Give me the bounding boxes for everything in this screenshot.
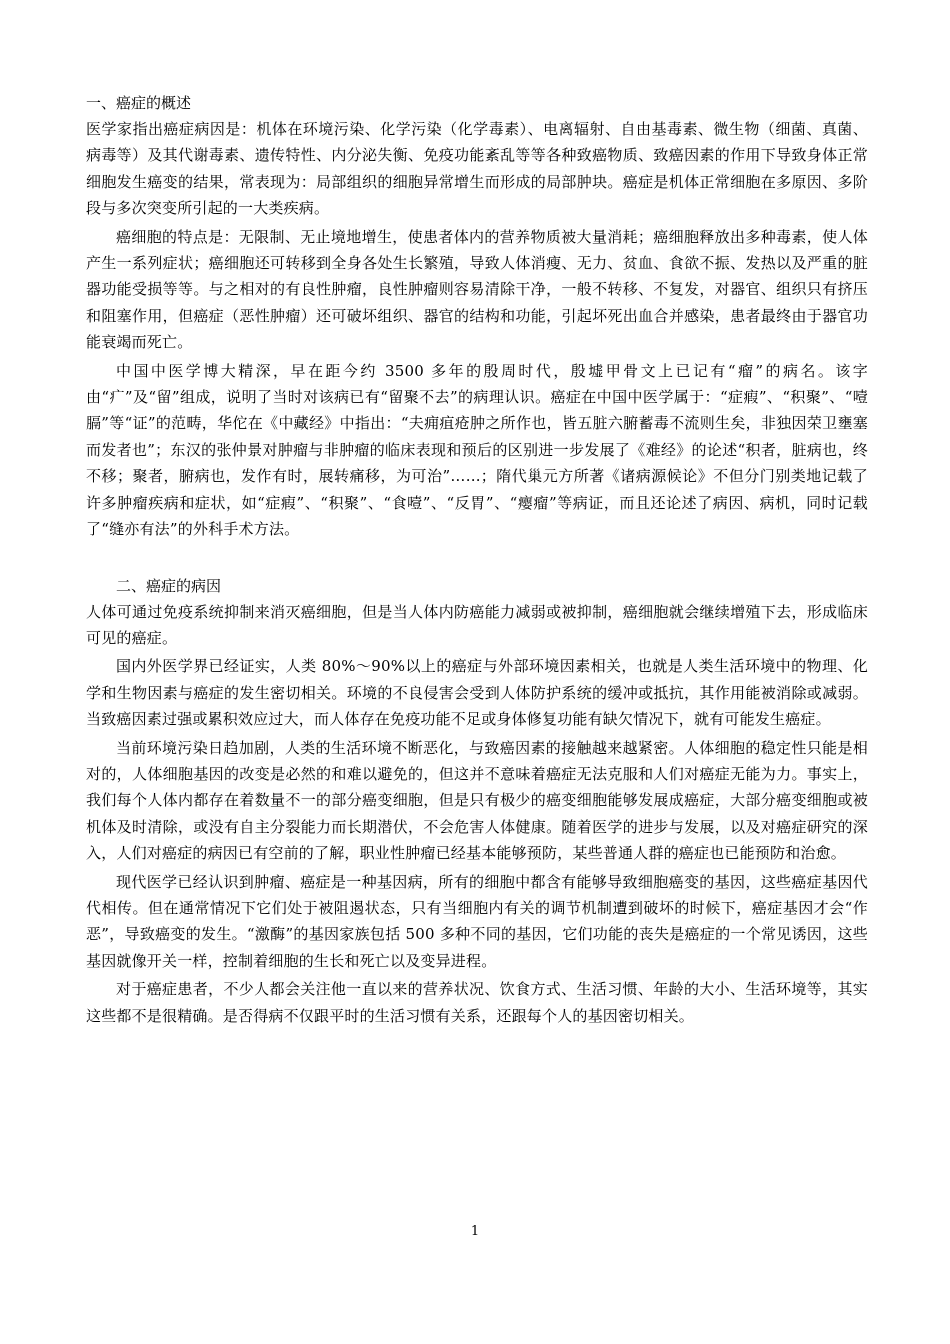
paragraph-causes-1: 人体可通过免疫系统抑制来消灭癌细胞，但是当人体内防癌能力减弱或被抑制，癌细胞就会继续增殖下去，形成临床可见的癌症。	[86, 602, 868, 647]
section-heading-overview: 一、癌症的概述	[86, 94, 192, 112]
paragraph-overview-1: 医学家指出癌症病因是：机体在环境污染、化学污染（化学毒素）、电离辐射、自由基毒素、微生物（细菌、真菌、病毒等）及其代谢毒素、遗传特性、内分泌失衡、免疫功能紊乱等等各种致癌物质、致癌因素的作用下导致身体正常细胞发生癌变的结果，常表现为：局部组织的细胞异常增生而形成的局部肿块。癌症是机体正常细胞在多原因、多阶段与多次突变所引起的一大类疾病。	[86, 120, 868, 218]
paragraph-causes-2: 国内外医学界已经证实，人类 80%～90%以上的癌症与外部环境因素相关，也就是人类生活环境中的物理、化学和生物因素与癌症的发生密切相关。环境的不良侵害会受到人体防护系统的缓冲或抵抗，其作用能被消除或减弱。当致癌因素过强或累积效应过大，而人体存在免疫功能不足或身体修复功能有缺欠情况下，就有可能发生癌症。	[86, 657, 868, 729]
page-number: 1	[470, 1224, 480, 1239]
section-heading-causes: 二、癌症的病因	[116, 576, 222, 595]
paragraph-causes-4: 现代医学已经认识到肿瘤、癌症是一种基因病，所有的细胞中都含有能够导致细胞癌变的基因，这些癌症基因代代相传。但在通常情况下它们处于被阻遏状态，只有当细胞内有关的调节机制遭到破坏的时候下，癌症基因才会“作恶”，导致癌变的发生。“激酶”的基因家族包括 500 多种不同的基因，它们功能的丧失是癌症的一个常见诱因，这些基因就像开关一样，控制着细胞的生长和死亡以及变异进程。	[86, 872, 868, 970]
document-page	[86, 90, 868, 1029]
paragraph-overview-2: 癌细胞的特点是：无限制、无止境地增生，使患者体内的营养物质被大量消耗；癌细胞释放出多种毒素，使人体产生一系列症状；癌细胞还可转移到全身各处生长繁殖，导致人体消瘦、无力、贫血、食欲不振、发热以及严重的脏器功能受损等等。与之相对的有良性肿瘤，良性肿瘤则容易清除干净，一般不转移、不复发，对器官、组织只有挤压和阻塞作用，但癌症（恶性肿瘤）还可破坏组织、器官的结构和功能，引起坏死出血合并感染，患者最终由于器官功能衰竭而死亡。	[86, 227, 868, 352]
paragraph-causes-3: 当前环境污染日趋加剧，人类的生活环境不断恶化，与致癌因素的接触越来越紧密。人体细胞的稳定性只能是相对的，人体细胞基因的改变是必然的和难以避免的，但这并不意味着癌症无法克服和人们对癌症无能为力。事实上，我们每个人体内都存在着数量不一的部分癌变细胞，但是只有极少的癌变细胞能够发展成癌症，大部分癌变细胞或被机体及时清除，或没有自主分裂能力而长期潜伏，不会危害人体健康。随着医学的进步与发展，以及对癌症研究的深入，人们对癌症的病因已有空前的了解，职业性肿瘤已经基本能够预防，某些普通人群的癌症也已能预防和治愈。	[86, 738, 868, 863]
paragraph-overview-3: 中国中医学博大精深，早在距今约 3500 多年的殷周时代，殷墟甲骨文上已记有“瘤”的病名。该字由“疒”及“留”组成，说明了当时对该病已有“留聚不去”的病理认识。癌症在中国中医学属于：“症瘕”、“积聚”、“噎膈”等“证”的范畴，华佗在《中藏经》中指出：“夫痈疽疮肿之所作也，皆五脏六腑蓄毒不流则生矣，非独因荣卫壅塞而发者也”；东汉的张仲景对肿瘤与非肿瘤的临床表现和预后的区别进一步发展了《难经》的论述“积者，脏病也，终不移；聚者，腑病也，发作有时，展转痛移，为可治”……；隋代巢元方所著《诸病源候论》不但分门别类地记载了许多肿瘤疾病和症状，如“症瘕”、“积聚”、“食噎”、“反胃”、“瘿瘤”等病证，而且还论述了病因、病机，同时记载了“缝亦有法”的外科手术方法。	[86, 361, 868, 539]
paragraph-causes-5: 对于癌症患者，不少人都会关注他一直以来的营养状况、饮食方式、生活习惯、年龄的大小、生活环境等，其实这些都不是很精确。是否得病不仅跟平时的生活习惯有关系，还跟每个人的基因密切相关。	[86, 980, 868, 1025]
